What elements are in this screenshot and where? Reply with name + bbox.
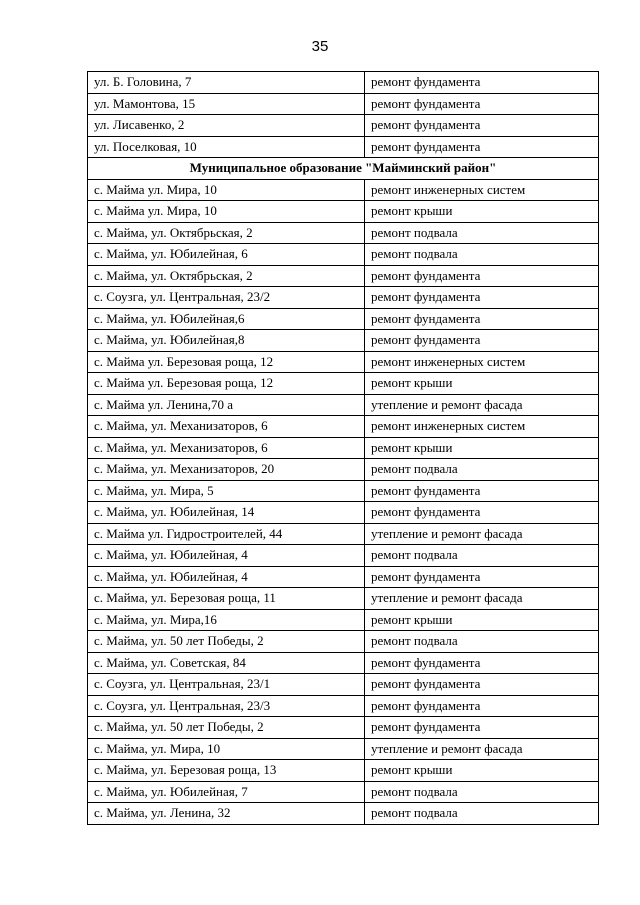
section-title: Муниципальное образование "Майминский район"	[88, 158, 599, 180]
table-row	[88, 588, 599, 610]
table-row	[88, 265, 599, 287]
work-type-cell: ремонт подвала	[365, 631, 599, 653]
table-row	[88, 717, 599, 739]
table-row	[88, 179, 599, 201]
address-cell: с. Майма, ул. Юбилейная, 7	[88, 781, 365, 803]
address-cell: с. Майма, ул. Юбилейная, 6	[88, 244, 365, 266]
work-type-cell: ремонт фундамента	[365, 695, 599, 717]
table-row	[88, 330, 599, 352]
work-type-cell: ремонт фундамента	[365, 265, 599, 287]
address-cell: с. Майма, ул. Октябрьская, 2	[88, 265, 365, 287]
section-header-row	[88, 158, 599, 180]
work-type-cell: ремонт фундамента	[365, 115, 599, 137]
work-type-cell: ремонт фундамента	[365, 717, 599, 739]
address-cell: с. Майма, ул. Юбилейная, 4	[88, 566, 365, 588]
table-body-main	[88, 179, 599, 824]
address-cell: с. Майма, ул. Механизаторов, 20	[88, 459, 365, 481]
address-cell: с. Майма, ул. Советская, 84	[88, 652, 365, 674]
table-row	[88, 394, 599, 416]
address-cell: с. Майма, ул. 50 лет Победы, 2	[88, 717, 365, 739]
table-row	[88, 287, 599, 309]
table-row	[88, 115, 599, 137]
table-row	[88, 652, 599, 674]
address-cell: с. Майма ул. Мира, 10	[88, 201, 365, 223]
table-row	[88, 502, 599, 524]
address-cell: ул. Б. Головина, 7	[88, 72, 365, 94]
work-type-cell: ремонт подвала	[365, 781, 599, 803]
address-cell: с. Майма ул. Березовая роща, 12	[88, 373, 365, 395]
page-number: 35	[311, 38, 329, 55]
table-row	[88, 416, 599, 438]
table-row	[88, 566, 599, 588]
work-type-cell: ремонт подвала	[365, 803, 599, 825]
work-type-cell: ремонт фундамента	[365, 72, 599, 94]
table-row	[88, 93, 599, 115]
table-row	[88, 222, 599, 244]
address-cell: с. Майма, ул. 50 лет Победы, 2	[88, 631, 365, 653]
work-type-cell: ремонт фундамента	[365, 308, 599, 330]
work-type-cell: ремонт крыши	[365, 609, 599, 631]
work-type-cell: ремонт фундамента	[365, 287, 599, 309]
work-type-cell: ремонт фундамента	[365, 330, 599, 352]
table-body-top	[88, 72, 599, 158]
address-cell: с. Майма, ул. Юбилейная,8	[88, 330, 365, 352]
work-type-cell: ремонт фундамента	[365, 652, 599, 674]
table-row	[88, 545, 599, 567]
table-row	[88, 373, 599, 395]
address-cell: с. Майма, ул. Мира, 10	[88, 738, 365, 760]
address-cell: с. Майма, ул. Механизаторов, 6	[88, 416, 365, 438]
work-type-cell: ремонт подвала	[365, 244, 599, 266]
address-cell: с. Майма ул. Ленина,70 а	[88, 394, 365, 416]
work-type-cell: ремонт крыши	[365, 437, 599, 459]
work-type-cell: ремонт фундамента	[365, 480, 599, 502]
section-header-body	[88, 158, 599, 180]
address-cell: с. Соузга, ул. Центральная, 23/1	[88, 674, 365, 696]
work-type-cell: ремонт подвала	[365, 459, 599, 481]
address-cell: ул. Поселковая, 10	[88, 136, 365, 158]
address-cell: с. Майма ул. Березовая роща, 12	[88, 351, 365, 373]
table-row	[88, 437, 599, 459]
address-cell: с. Майма, ул. Березовая роща, 13	[88, 760, 365, 782]
work-type-cell: ремонт крыши	[365, 201, 599, 223]
address-cell: с. Майма, ул. Мира, 5	[88, 480, 365, 502]
work-type-cell: ремонт фундамента	[365, 136, 599, 158]
table-row	[88, 609, 599, 631]
work-type-cell: утепление и ремонт фасада	[365, 738, 599, 760]
table-row	[88, 523, 599, 545]
table-row	[88, 803, 599, 825]
address-cell: с. Майма, ул. Октябрьская, 2	[88, 222, 365, 244]
work-type-cell: ремонт фундамента	[365, 93, 599, 115]
address-cell: с. Майма, ул. Юбилейная, 14	[88, 502, 365, 524]
table-row	[88, 308, 599, 330]
address-cell: с. Майма, ул. Юбилейная,6	[88, 308, 365, 330]
address-cell: ул. Лисавенко, 2	[88, 115, 365, 137]
address-cell: с. Майма, ул. Березовая роща, 11	[88, 588, 365, 610]
work-type-cell: ремонт инженерных систем	[365, 179, 599, 201]
work-type-cell: утепление и ремонт фасада	[365, 523, 599, 545]
work-type-cell: ремонт фундамента	[365, 566, 599, 588]
table-row	[88, 480, 599, 502]
table-row	[88, 136, 599, 158]
address-cell: с. Майма ул. Гидростроителей, 44	[88, 523, 365, 545]
table-row	[88, 738, 599, 760]
work-type-cell: ремонт подвала	[365, 545, 599, 567]
work-type-cell: ремонт подвала	[365, 222, 599, 244]
work-type-cell: ремонт крыши	[365, 760, 599, 782]
repair-table	[87, 71, 599, 825]
table-row	[88, 781, 599, 803]
work-type-cell: утепление и ремонт фасада	[365, 394, 599, 416]
address-cell: с. Майма, ул. Механизаторов, 6	[88, 437, 365, 459]
work-type-cell: ремонт фундамента	[365, 502, 599, 524]
table-row	[88, 631, 599, 653]
address-cell: с. Майма, ул. Мира,16	[88, 609, 365, 631]
address-cell: с. Соузга, ул. Центральная, 23/3	[88, 695, 365, 717]
table-row	[88, 674, 599, 696]
address-cell: с. Майма ул. Мира, 10	[88, 179, 365, 201]
work-type-cell: утепление и ремонт фасада	[365, 588, 599, 610]
work-type-cell: ремонт фундамента	[365, 674, 599, 696]
address-cell: с. Майма, ул. Ленина, 32	[88, 803, 365, 825]
address-cell: с. Майма, ул. Юбилейная, 4	[88, 545, 365, 567]
address-cell: с. Соузга, ул. Центральная, 23/2	[88, 287, 365, 309]
address-cell: ул. Мамонтова, 15	[88, 93, 365, 115]
table-row	[88, 72, 599, 94]
work-type-cell: ремонт крыши	[365, 373, 599, 395]
table-row	[88, 459, 599, 481]
table-row	[88, 695, 599, 717]
work-type-cell: ремонт инженерных систем	[365, 416, 599, 438]
table-row	[88, 244, 599, 266]
table-row	[88, 760, 599, 782]
work-type-cell: ремонт инженерных систем	[365, 351, 599, 373]
table-row	[88, 201, 599, 223]
table-row	[88, 351, 599, 373]
